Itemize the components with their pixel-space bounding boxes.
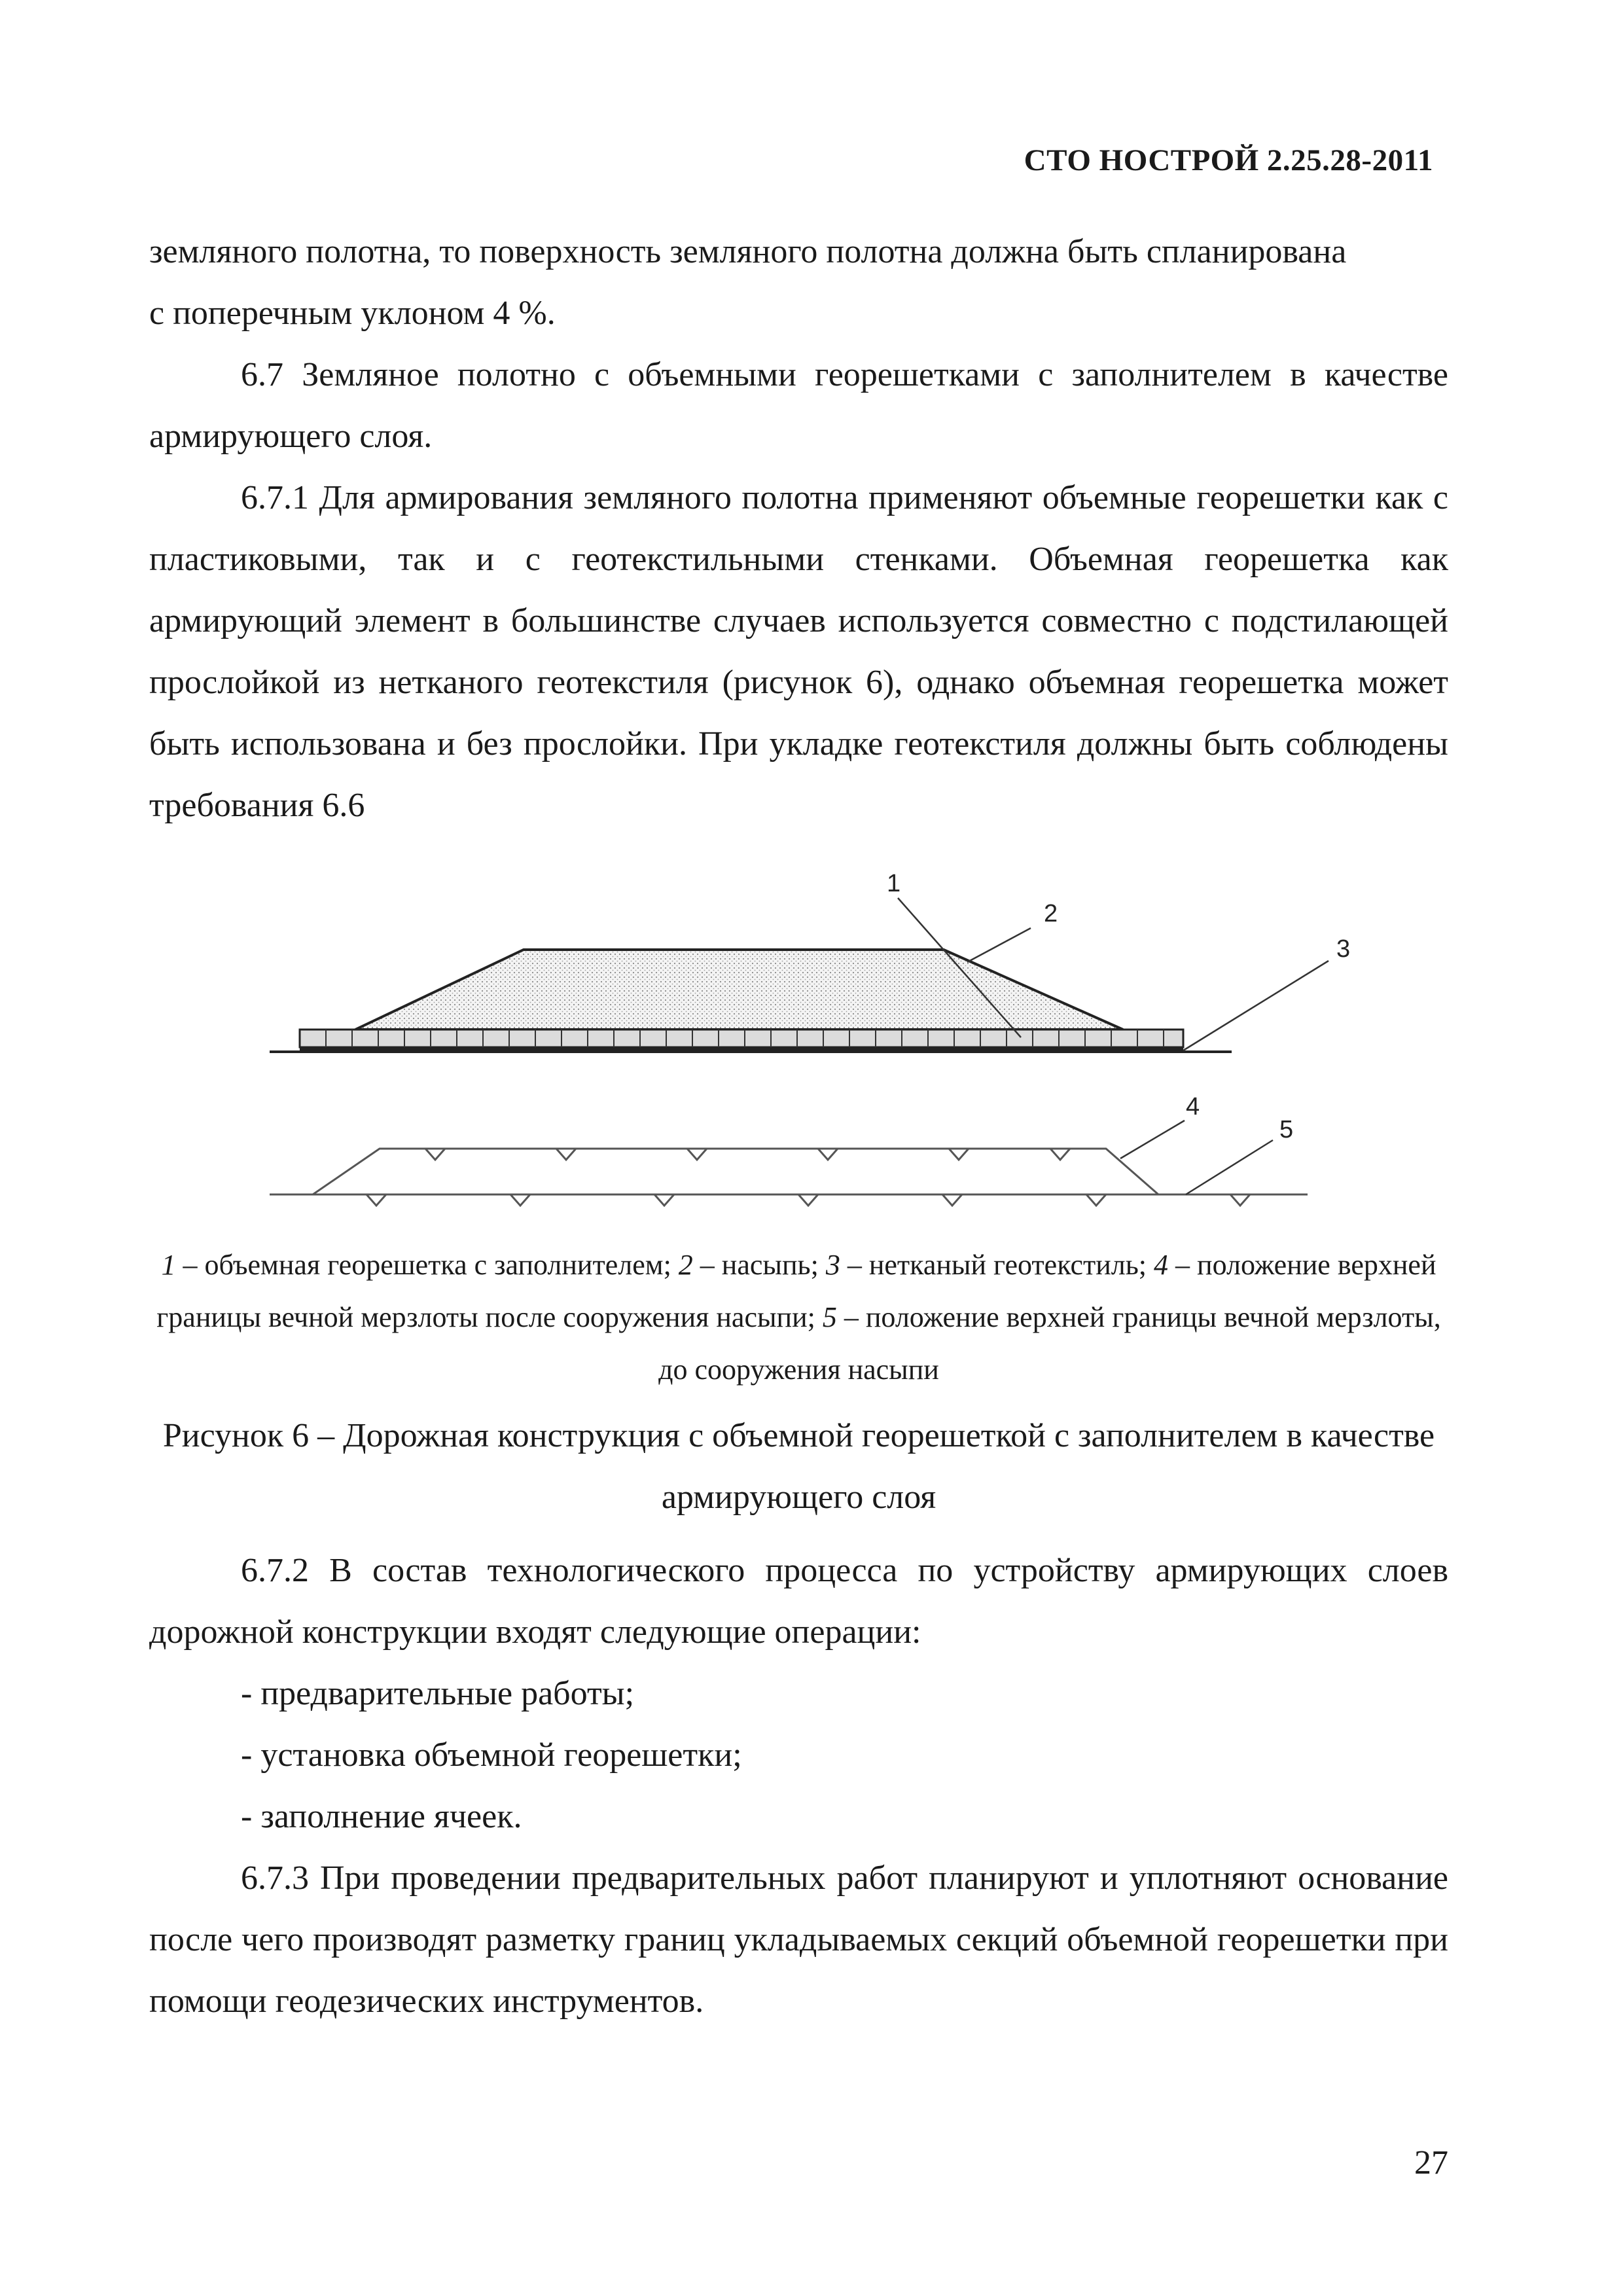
geogrid-layer — [300, 1030, 1183, 1047]
embankment — [355, 950, 1123, 1030]
label-4: 4 — [1186, 1093, 1200, 1121]
label-1: 1 — [887, 870, 901, 897]
label-2: 2 — [1044, 900, 1058, 927]
paragraph-6-7: 6.7 Земляное полотно с объемными георешетками с заполнителем в качестве армирующего слоя. — [149, 356, 1448, 455]
list-item: - предварительные работы; — [241, 1675, 635, 1712]
leader-3 — [1183, 961, 1329, 1050]
paragraph-6-7-2: 6.7.2 В состав технологического процесса по устройству армирующих слоев дорожной конструкции входят следующие операции: — [149, 1552, 1448, 1651]
leader-5 — [1186, 1140, 1273, 1194]
hatch-marks-lower — [366, 1194, 1250, 1206]
paragraph-continuation-line2: с поперечным уклоном 4 %. — [149, 295, 556, 332]
figure-6-caption: Рисунок 6 – Дорожная конструкция с объемной георешеткой с заполнителем в качестве армирующего слоя — [162, 1417, 1435, 1516]
paragraph-6-7-3: 6.7.3 При проведении предварительных работ планируют и уплотняют основание после чего производят разметку границ укладываемых секций объемной георешетки при помощи геодезических инструментов. — [149, 1859, 1448, 2020]
paragraph-6-7-1: 6.7.1 Для армирования земляного полотна применяют объемные георешетки как с пластиковыми, так и с геотекстильными стенками. Объемная георешетка как армирующий элемент в большинстве случаев используется совместно с подстилающей прослойкой из нетканого геотекстиля (рисунок 6), однако объемная георешетка может быть использована и без прослойки. При укладке геотекстиля должны быть соблюдены требования 6.6 — [149, 479, 1448, 824]
list-item: - установка объемной георешетки; — [241, 1736, 742, 1774]
figure-6-legend: 1 – объемная георешетка с заполнителем; 2 – насыпь; 3 – нетканый геотекстиль; 4 – положение верхней границы вечной мерзлоты после сооружения насыпи; 5 – положение верхней границы вечной мерзлоты, до сооружения насыпи — [156, 1249, 1441, 1386]
leader-2 — [967, 928, 1031, 962]
page-number: 27 — [1414, 2144, 1448, 2181]
paragraph-continuation-line1: земляного полотна, то поверхность земляного полотна должна быть спланирована — [149, 233, 1347, 270]
leader-4 — [1120, 1121, 1185, 1158]
hatch-marks-upper — [425, 1149, 1070, 1160]
list-item: - заполнение ячеек. — [241, 1798, 522, 1835]
label-3: 3 — [1336, 935, 1351, 963]
document-code: СТО НОСТРОЙ 2.25.28-2011 — [1024, 143, 1433, 177]
label-5: 5 — [1279, 1116, 1294, 1143]
